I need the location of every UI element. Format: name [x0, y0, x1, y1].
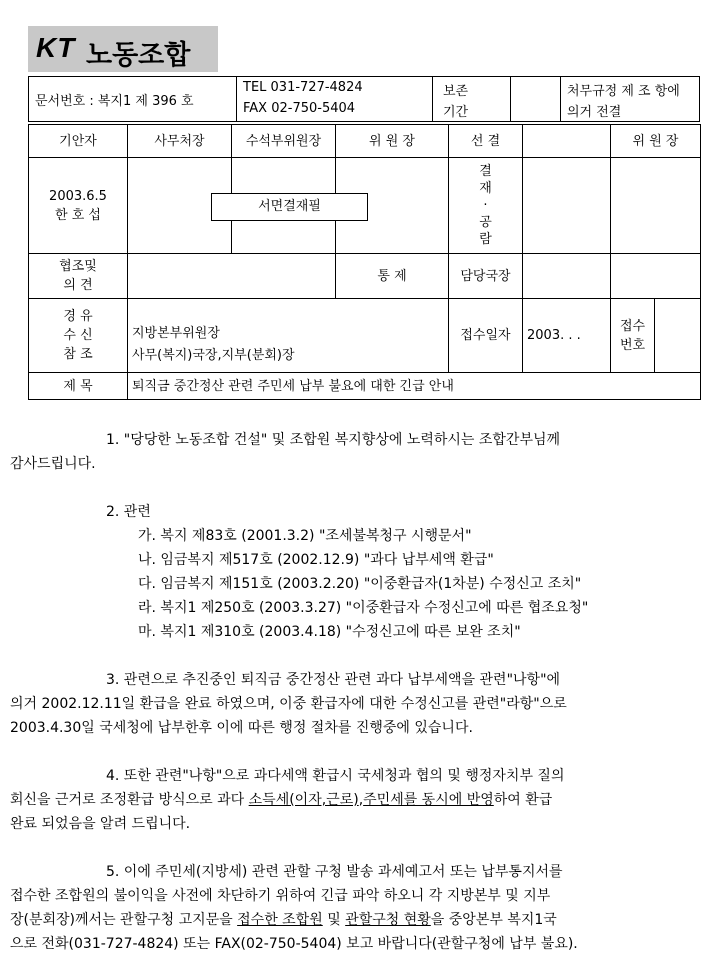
underline-received-members: 접수한 조합원: [237, 912, 323, 928]
blank-sign-cell: [523, 158, 611, 254]
paragraph-2-title: 2. 관련: [106, 504, 151, 520]
tel-number: TEL 031-727-4824: [243, 80, 363, 95]
gyeoljae-char-4: 공: [479, 215, 492, 230]
chairman-header: 위 원 장: [336, 125, 449, 158]
rule-line-1: 처무규정 제 조 항에: [567, 84, 680, 99]
doc-number: 문서번호 : 복지1 제 396 호: [35, 94, 194, 109]
retention-label-1: 보존: [443, 84, 469, 99]
paragraph-4-line-3: 완료 되었음을 알려 드립니다.: [10, 816, 191, 832]
manager-extra-cell: [611, 254, 701, 299]
written-approval-stamp: 서면결재필: [211, 193, 368, 221]
receipt-no-value: [655, 299, 701, 373]
reference-value: 사무(복지)국장,지부(분회)장: [132, 348, 295, 363]
related-item-na: 나. 임금복지 제517호 (2002.12.9) "과다 납부세액 환급": [138, 552, 494, 568]
related-item-ra: 라. 복지1 제250호 (2003.3.27) "이중환급자 수정신고에 따른 협조요청": [138, 600, 589, 616]
logo-kt-text: KT: [36, 32, 76, 63]
cooperation-label-2: 의 견: [63, 278, 93, 293]
chairman2-header: 위 원 장: [611, 125, 701, 158]
paragraph-5-line-1: 5. 이에 주민세(지방세) 관련 관할 구청 발송 과세예고서 또는 납부통지서를: [106, 864, 563, 880]
gyeoljae-char-5: 람: [479, 232, 492, 247]
paragraph-3-line-2: 의거 2002.12.11일 환급을 완료 하였으며, 이중 환급자에 대한 수정신고를 관련"라항"으로: [10, 696, 567, 712]
related-item-ga: 가. 복지 제83호 (2001.3.2) "조세불복청구 시행문서": [138, 528, 472, 544]
rule-line-2: 의거 전결: [567, 105, 622, 120]
routing-label-recipient: 수 신: [63, 328, 93, 343]
paragraph-4-text-b: 하여 환급: [493, 792, 553, 808]
retention-label-2: 기간: [443, 105, 469, 120]
manager-sign-cell: [523, 254, 611, 299]
control-label: 통 제: [336, 254, 449, 299]
paragraph-3-line-1: 3. 관련으로 추진중인 퇴직금 중간정산 관련 과다 납부세액을 관련"나항"에: [106, 672, 561, 688]
paragraph-4-comma: ,: [358, 792, 364, 808]
fax-number: FAX 02-750-5404: [243, 101, 356, 116]
routing-value-cell: [128, 299, 449, 373]
paragraph-5-text-c: 을 중앙본부 복지1국: [430, 912, 557, 928]
manager-label: 담당국장: [449, 254, 523, 299]
retention-cell: [433, 77, 511, 121]
drafter-cell: [29, 158, 128, 254]
rule-cell: [561, 77, 699, 121]
chairman2-sign-cell: [611, 158, 701, 254]
receipt-date-label: 접수일자: [449, 299, 523, 373]
receipt-no-label-cell: [611, 299, 655, 373]
cooperation-label-cell: [29, 254, 128, 299]
receipt-no-label-2: 번호: [619, 337, 646, 353]
union-logo: [28, 26, 218, 72]
underline-income-tax: 소득세(이자,근로): [248, 792, 359, 808]
routing-label-cell: [29, 299, 128, 373]
gyeoljae-cell: [449, 158, 523, 254]
contact-cell: [237, 77, 433, 121]
paragraph-1-line-1: 1. "당당한 노동조합 건설" 및 조합원 복지향상에 노력하시는 조합간부님께: [106, 432, 561, 448]
receipt-no-label-1: 접수: [619, 318, 646, 334]
blank-header-cell: [523, 125, 611, 158]
paragraph-5-text-b: 및: [322, 912, 346, 928]
secretary-header: 사무처장: [128, 125, 232, 158]
paragraph-4-text-a: 회신을 근거로 조정환급 방식으로 과다: [10, 792, 249, 808]
routing-label-via: 경 유: [63, 309, 93, 324]
gyeoljae-char-3: ·: [483, 198, 488, 213]
paragraph-4-line-1: 4. 또한 관련"나항"으로 과다세액 환급시 국세청과 협의 및 행정자치부 질의: [106, 768, 565, 784]
document-body: [10, 428, 710, 956]
doc-number-cell: [29, 77, 237, 121]
senior-vice-header: 수석부위원장: [232, 125, 336, 158]
approval-table: [28, 124, 701, 400]
related-item-da: 다. 임금복지 제151호 (2003.2.20) "이중환급자(1차분) 수정신고 조치": [138, 576, 582, 592]
underline-resident-tax: 주민세를 동시에 반영: [363, 792, 494, 808]
paragraph-3-line-3: 2003.4.30일 국세청에 납부한후 이에 따른 행정 절차를 진행중에 있습니다.: [10, 720, 473, 736]
draft-date: 2003.6.5: [49, 188, 107, 204]
drafter-name: 한 호 섭: [55, 207, 101, 223]
recipient-value: 지방본부위원장: [132, 326, 220, 341]
document-header: [28, 76, 700, 122]
paragraph-5-line-2: 접수한 조합원의 불이익을 사전에 차단하기 위하여 긴급 파악 하오니 각 지방본부 및 지부: [10, 888, 551, 904]
subject-text: 퇴직금 중간정산 관련 주민세 납부 불요에 대한 긴급 안내: [128, 373, 701, 400]
paragraph-1-line-2: 감사드립니다.: [10, 456, 96, 472]
cooperation-label-1: 협조및: [59, 259, 97, 274]
prior-decision-header: 선 결: [449, 125, 523, 158]
gyeoljae-char-1: 결: [479, 164, 492, 179]
gyeoljae-char-2: 재: [479, 181, 492, 196]
paragraph-5-line-4: 으로 전화(031-727-4824) 또는 FAX(02-750-5404) 보고 바랍니다(관할구청에 납부 불요).: [10, 936, 578, 952]
retention-value-cell: [511, 77, 561, 121]
underline-district-status: 관할구청 현황: [345, 912, 431, 928]
logo-union-text: 노동조합: [86, 40, 191, 71]
paragraph-5-line-3: [10, 908, 710, 932]
cooperation-value-cell: [128, 254, 336, 299]
drafter-header: 기안자: [29, 125, 128, 158]
receipt-date-value: 2003. . .: [523, 299, 611, 373]
paragraph-4-line-2: [10, 788, 710, 812]
related-item-ma: 마. 복지1 제310호 (2003.4.18) "수정신고에 따른 보완 조치": [138, 624, 521, 640]
routing-label-reference: 참 조: [63, 347, 93, 362]
paragraph-5-text-a: 장(분회장)께서는 관할구청 고지문을: [10, 912, 238, 928]
subject-label: 제 목: [29, 373, 128, 400]
